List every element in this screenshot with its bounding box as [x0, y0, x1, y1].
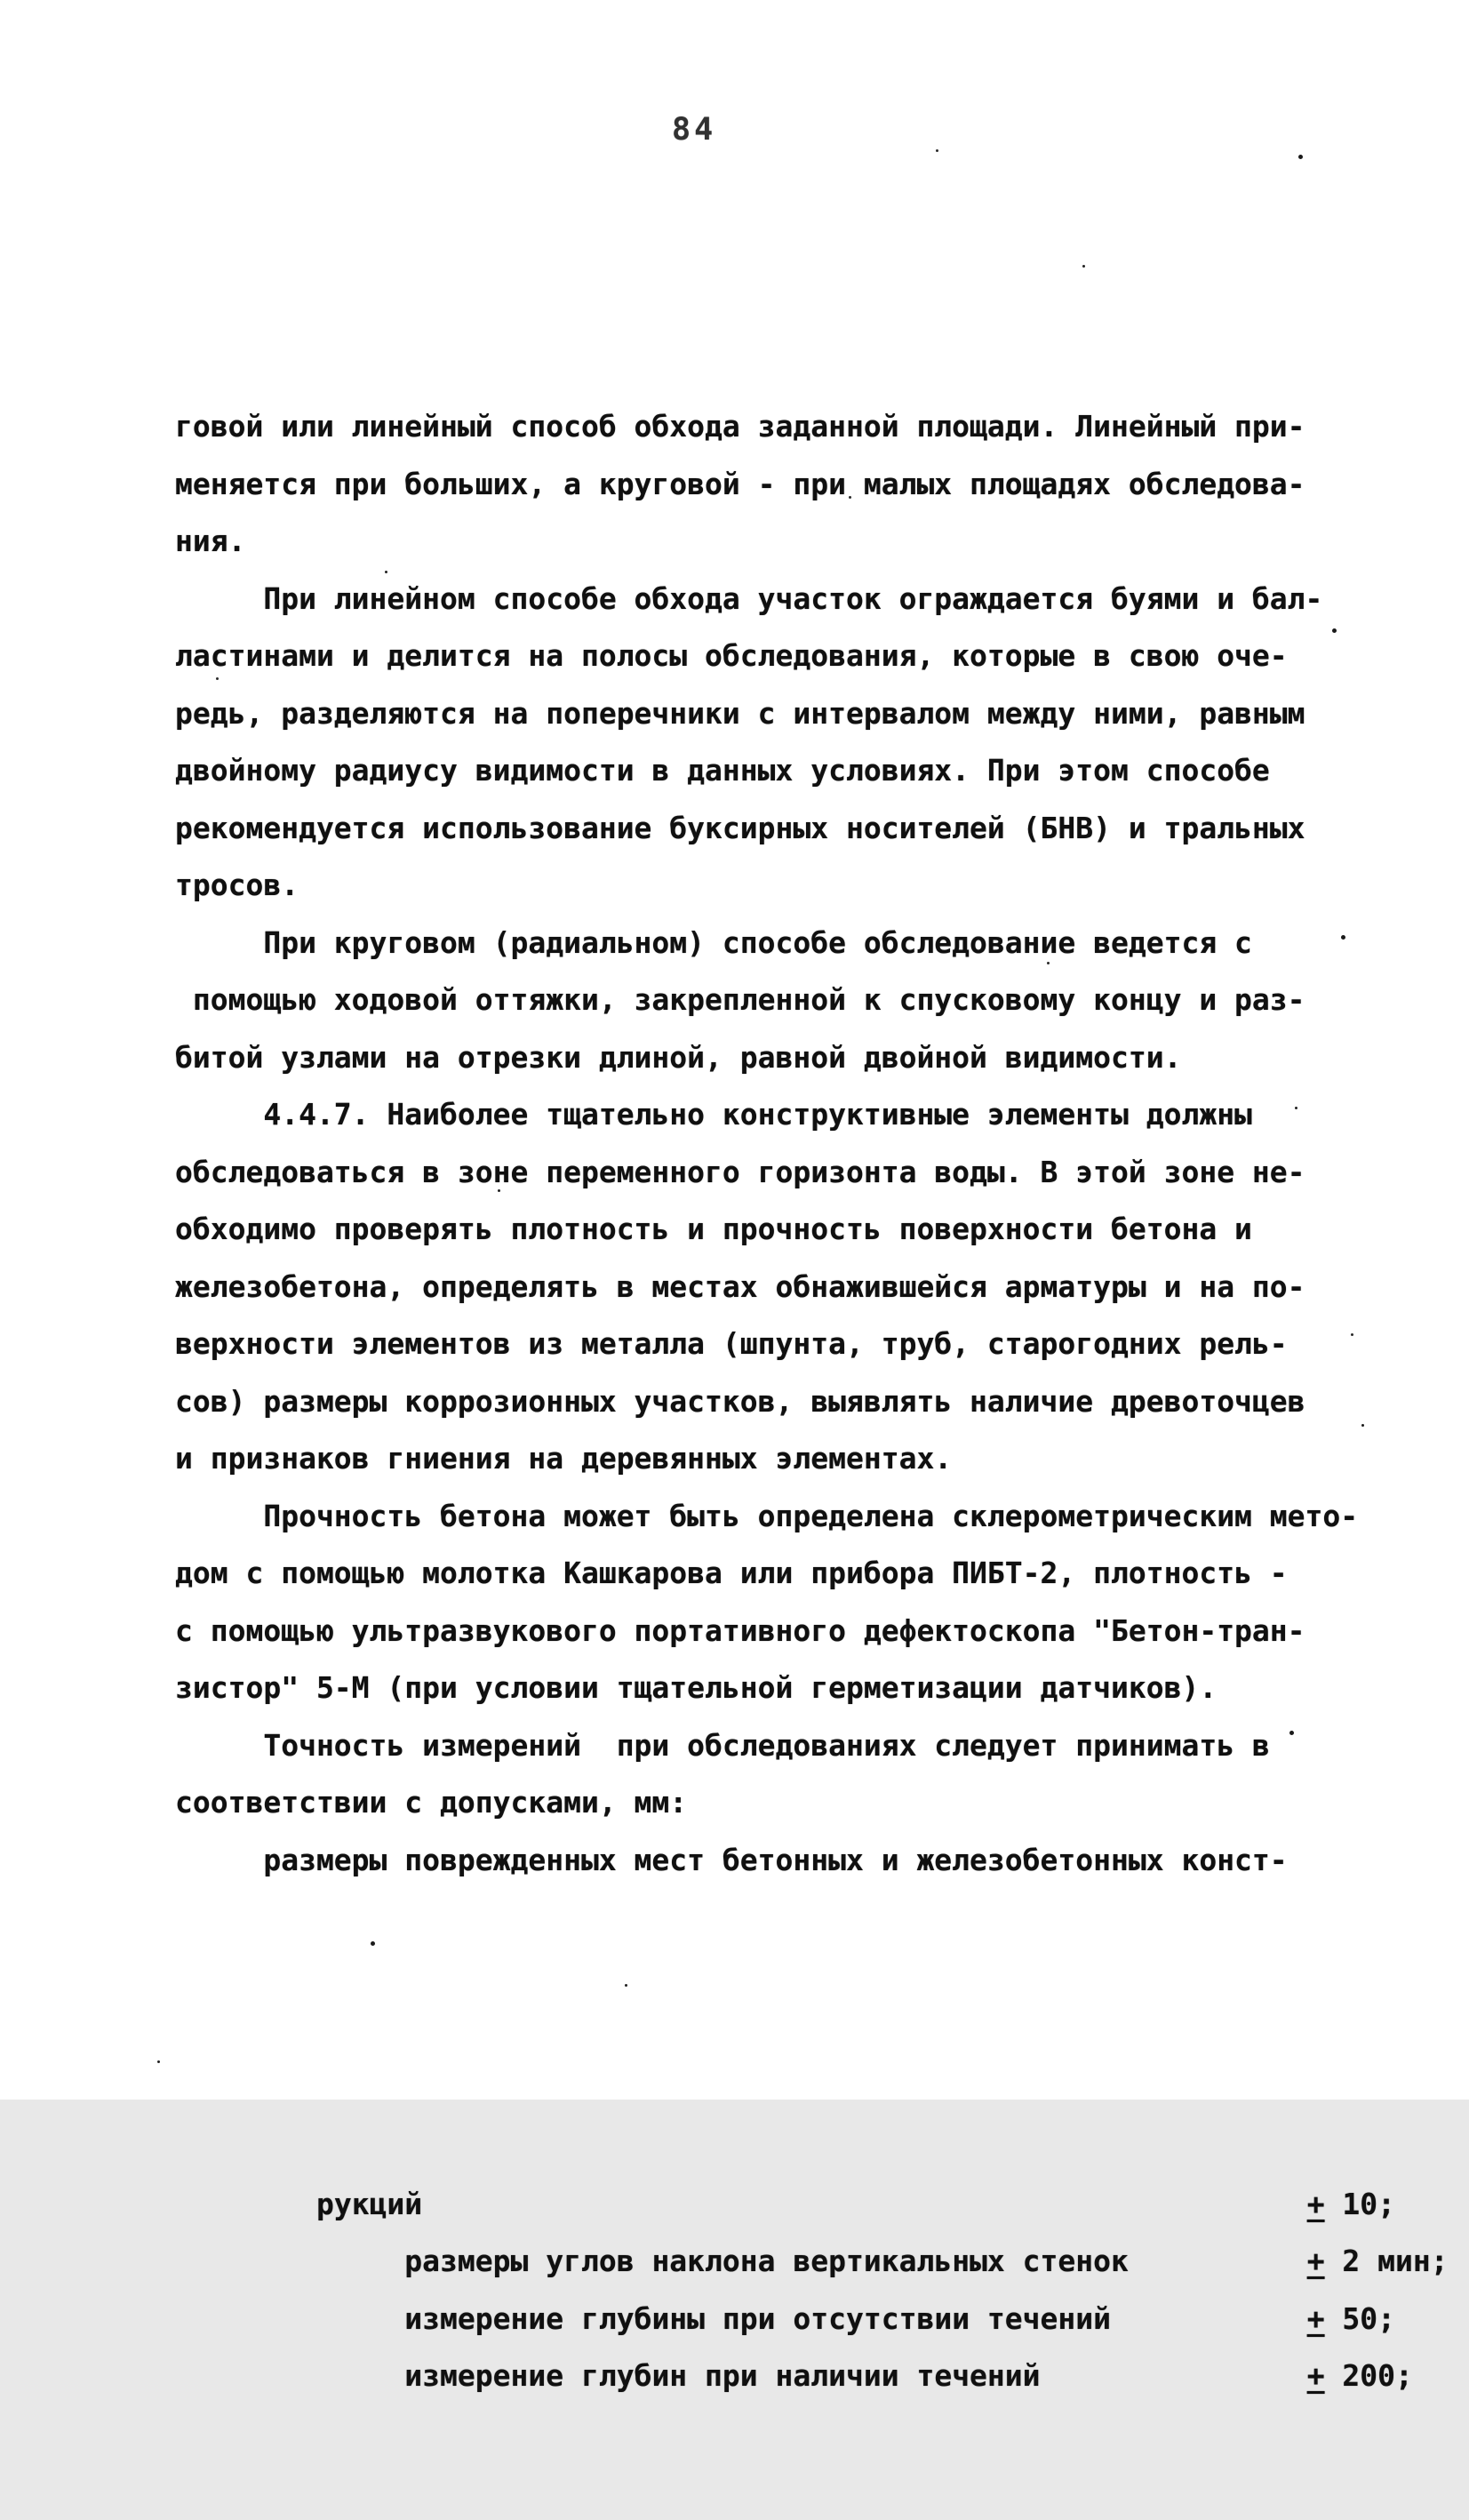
text-line: редь, разделяются на поперечники с интервалом между ними, равным — [175, 695, 1305, 731]
text-line: двойному радиусу видимости в данных условиях. При этом способе — [175, 753, 1270, 788]
text-line: При круговом (радиальном) способе обследование ведется с — [175, 924, 1252, 960]
tolerance-list — [175, 2118, 1449, 2393]
text-line: ластинами и делится на полосы обследования, которые в свою оче- — [175, 638, 1288, 673]
text-line: верхности элементов из металла (шпунта, труб, старогодних рель- — [175, 1326, 1288, 1361]
body-lines — [175, 398, 1359, 1889]
tolerance-amount: 10; — [1324, 2186, 1396, 2221]
plus-minus-sign: + — [1306, 2244, 1325, 2278]
tolerance-amount: 200; — [1324, 2358, 1413, 2393]
tolerance-label: размеры углов наклона вертикальных стенок — [315, 2244, 1129, 2278]
text-line: соответствии с допусками, мм: — [175, 1785, 688, 1820]
text-line: дом с помощью молотка Кашкарова или прибора ПИБТ-2, плотность - — [175, 1556, 1288, 1590]
page-number: 84 — [672, 112, 717, 148]
text-line: говой или линейный способ обхода заданной площади. Линейный при- — [175, 409, 1305, 444]
text-line: 4.4.7. Наиболее тщательно конструктивные элементы должны — [175, 1097, 1252, 1132]
text-line: с помощью ультразвукового портативного дефектоскопа "Бетон-тран- — [175, 1612, 1305, 1648]
tolerance-row — [175, 2118, 1396, 2221]
plus-minus-sign: + — [1306, 2300, 1325, 2336]
text-line: Прочность бетона может быть определена склерометрическим мето- — [175, 1498, 1359, 1533]
text-line: железобетона, определять в местах обнажившейся арматуры и на по- — [175, 1268, 1305, 1304]
text-line: обходимо проверять плотность и прочность поверхности бетона и — [175, 1212, 1252, 1246]
typewritten-text-block — [175, 169, 1449, 2520]
text-line: обследоваться в зоне переменного горизонта воды. В этой зоне не- — [175, 1154, 1305, 1189]
plus-minus-sign: + — [1306, 2358, 1325, 2393]
tolerance-label: рукций — [315, 2186, 423, 2221]
scan-noise-speckles — [0, 0, 3, 3]
tolerance-amount: 2 мин; — [1324, 2244, 1449, 2278]
text-line: размеры поврежденных мест бетонных и железобетонных конст- — [175, 1842, 1288, 1877]
text-line: При линейном способе обхода участок ограждается буями и бал- — [175, 580, 1323, 616]
text-line: битой узлами на отрезки длиной, равной двойной видимости. — [175, 1039, 1182, 1075]
text-line: рекомендуется использование буксирных носителей (БНВ) и тральных — [175, 810, 1305, 845]
text-line: ния. — [175, 524, 246, 558]
text-line: тросов. — [175, 868, 299, 902]
tolerance-label: измерение глубины при отсутствии течений — [315, 2300, 1111, 2336]
text-line: меняется при больших, а круговой - при малых площадях обследова- — [175, 466, 1305, 501]
text-line: помощью ходовой оттяжки, закрепленной к спусковому концу и раз- — [175, 982, 1305, 1017]
text-line: сов) размеры коррозионных участков, выявлять наличие древоточцев — [175, 1383, 1305, 1419]
plus-minus-sign: + — [1306, 2186, 1325, 2221]
text-line: зистор" 5-М (при условии тщательной герметизации датчиков). — [175, 1670, 1218, 1705]
tolerance-value — [1130, 2291, 1413, 2463]
text-line: и признаков гниения на деревянных элементах. — [175, 1441, 953, 1476]
tolerance-amount: 50; — [1324, 2300, 1396, 2336]
text-line: Точность измерений при обследованиях следует принимать в — [175, 1727, 1270, 1763]
tolerance-label: измерение глубин при наличии течений — [315, 2358, 1041, 2393]
